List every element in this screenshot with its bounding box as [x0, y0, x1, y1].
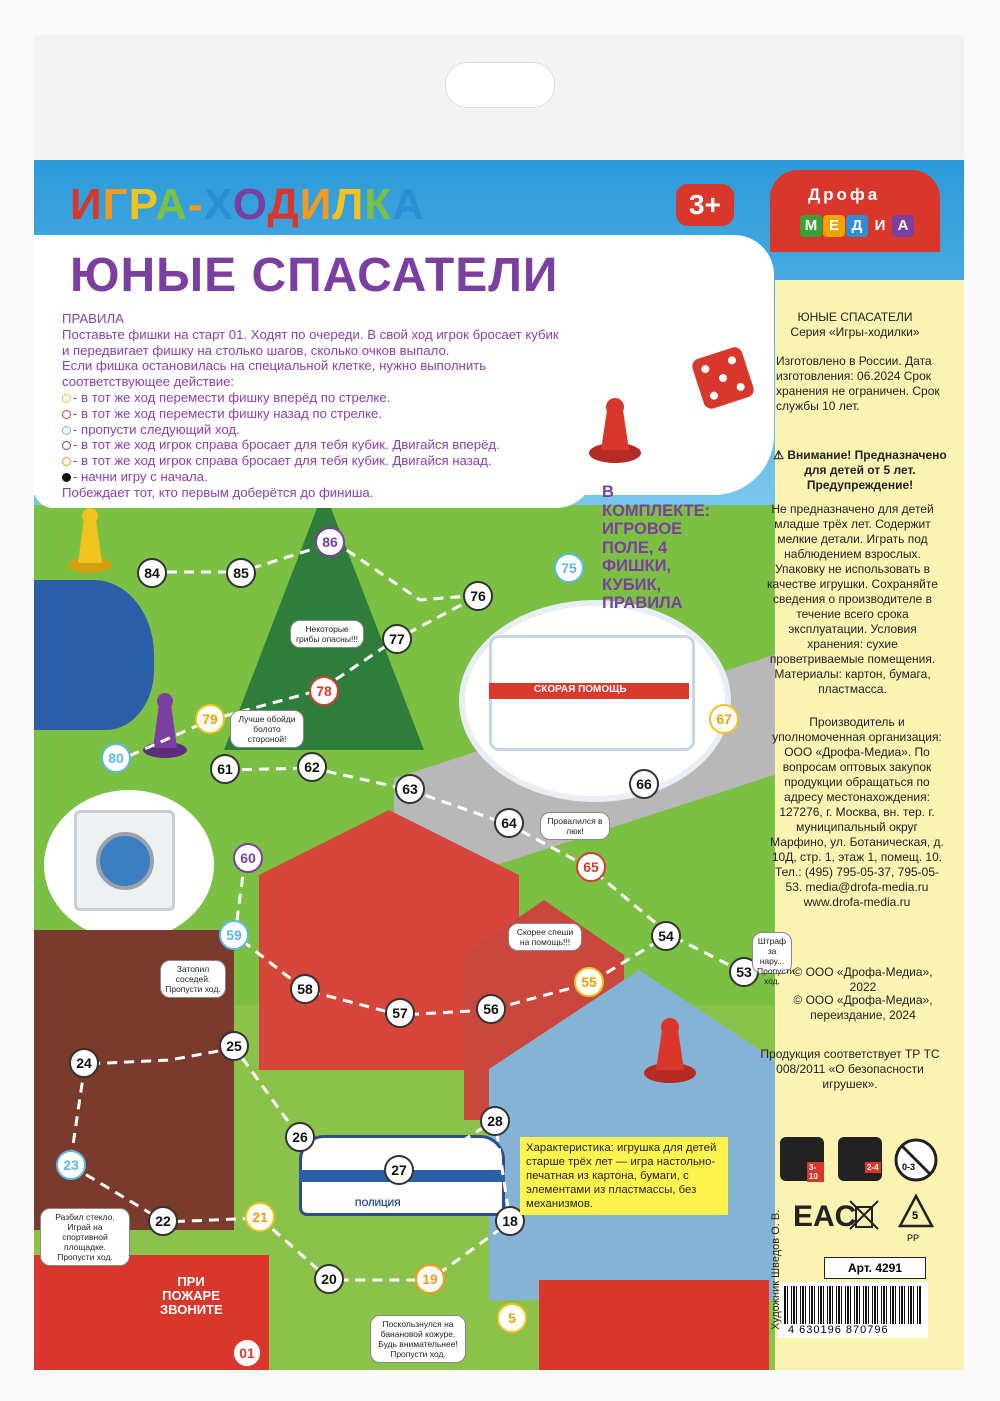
board-cell-53: 53 — [729, 957, 759, 987]
board-cell-64: 64 — [494, 808, 524, 838]
game-type-letter: И — [70, 180, 103, 229]
game-type-letter: Х — [203, 180, 233, 229]
board-cell-20: 20 — [314, 1264, 344, 1294]
game-title: ЮНЫЕ СПАСАТЕЛИ — [70, 249, 559, 302]
board-cell-23: 23 — [56, 1150, 86, 1180]
board-cell-21: 21 — [245, 1202, 275, 1232]
sidebar-copyright-1: © ООО «Дрофа-Медиа», 2022 — [793, 965, 933, 994]
rules-line: и передвигает фишку на столько шагов, сколько очков выпало. — [62, 342, 450, 358]
logo-letter: М — [800, 215, 822, 237]
bubble-fine: Штраф за нару... Пропусти ход. — [752, 932, 792, 974]
logo-letter: Д — [846, 215, 868, 237]
board-cell-59: 59 — [219, 920, 249, 950]
warning-title-text: Внимание! Предназначено для детей от 5 лет. Предупреждение! — [787, 448, 947, 492]
board-cell-5: 5 — [497, 1303, 527, 1333]
game-type-letter: К — [364, 180, 393, 229]
rule-action-text: - в тот же ход перемести фишку вперёд по стрелке. — [73, 389, 391, 405]
sidebar-series: Серия «Игры-ходилки» — [790, 325, 920, 339]
barcode-number: 4 630196 870796 — [788, 1324, 889, 1336]
fire-call-label: ПРИ ПОЖАРЕ ЗВОНИТЕ — [160, 1274, 223, 1317]
logo-letter: Е — [823, 215, 845, 237]
recycle-number: 5 — [912, 1210, 919, 1222]
board-cell-78: 78 — [309, 676, 339, 706]
bubble-flood: Затопил соседей. Пропусти ход. — [160, 960, 226, 998]
sidebar-product-title: ЮНЫЕ СПАСАТЕЛИ — [797, 310, 913, 324]
board-cell-85: 85 — [226, 558, 256, 588]
board-cell-76: 76 — [463, 581, 493, 611]
recycle-code: PP — [907, 1233, 920, 1243]
rules-footer: Побеждает тот, кто первым доберётся до финиша. — [62, 484, 374, 500]
rule-action-text: - в тот же ход перемести фишку назад по стрелке. — [73, 405, 383, 421]
sidebar-copyright-2: © ООО «Дрофа-Медиа», переиздание, 2024 — [793, 993, 933, 1022]
sidebar-manufacturing: Изготовлено в России. Дата изготовления: 06.2024 Срок хранения не ограничен. Срок службы 10 лет. — [776, 354, 940, 413]
rule-action-text: - пропусти следующий ход. — [73, 421, 240, 437]
board-cell-26: 26 — [285, 1122, 315, 1152]
article-number: Арт. 4291 — [824, 1257, 926, 1279]
rule-action-text: - в тот же ход игрок справа бросает для тебя кубик. Двигайся назад. — [73, 453, 492, 469]
board-cell-28: 28 — [480, 1106, 510, 1136]
board-cell-66: 66 — [629, 769, 659, 799]
board-cell-58: 58 — [290, 974, 320, 1004]
board-cell-79: 79 — [195, 704, 225, 734]
board-cell-61: 61 — [210, 754, 240, 784]
game-type-letter: А — [392, 180, 425, 229]
bubble-glass: Разбил стекло. Играй на спортивной площадке. Пропусти ход. — [40, 1208, 130, 1266]
not-for-under-3-label: 0-3 — [902, 1162, 916, 1172]
bubble-swamp: Лучше обойди болото стороной! — [230, 710, 304, 748]
product-characteristics: Характеристика: игрушка для детей старше трёх лет — игра настольно-печатная из картона, бумаги, с элементами из пластмассы, без механизмов. — [520, 1137, 728, 1215]
board-cell-57: 57 — [385, 998, 415, 1028]
board-cell-54: 54 — [651, 921, 681, 951]
game-type-letter: - — [187, 180, 204, 229]
warning-triangle-icon: ⚠ — [773, 448, 788, 462]
game-type-letter: Г — [102, 180, 129, 229]
players-age-icon — [780, 1137, 824, 1181]
eac-mark: EAC — [793, 1200, 857, 1233]
kit-contents: В КОМПЛЕКТЕ: ИГРОВОЕ ПОЛЕ, 4 ФИШКИ, КУБИК, ПРАВИЛА — [602, 483, 711, 612]
barcode-bars — [784, 1286, 922, 1324]
bubble-banana: Поскользнулся на банановой кожуре. Будь внимательнее! Пропусти ход. — [370, 1315, 466, 1363]
rules-heading: ПРАВИЛА — [62, 311, 124, 326]
board-cell-27: 27 — [384, 1155, 414, 1185]
board-cell-75: 75 — [554, 553, 584, 583]
board-cell-80: 80 — [101, 743, 131, 773]
board-cell-24: 24 — [69, 1048, 99, 1078]
board-cell-62: 62 — [297, 752, 327, 782]
rule-action-text: - начни игру с начала. — [73, 468, 208, 484]
players-count-icon — [838, 1137, 882, 1181]
game-type-letter: А — [155, 180, 188, 229]
no-packaging-disposal-icon — [844, 1195, 884, 1235]
board-cell-55: 55 — [574, 967, 604, 997]
barcode — [778, 1282, 928, 1338]
game-type-letter: Р — [128, 180, 156, 229]
board-cell-60: 60 — [233, 843, 263, 873]
board-cell-84: 84 — [137, 558, 167, 588]
board-cell-18: 18 — [495, 1206, 525, 1236]
rule-action-text: - в тот же ход игрок справа бросает для тебя кубик. Двигайся вперёд. — [73, 437, 500, 453]
board-cell-77: 77 — [382, 624, 412, 654]
board-cell-19: 19 — [415, 1264, 445, 1294]
not-for-under-3-icon — [893, 1137, 939, 1183]
game-type-letter: О — [232, 180, 268, 229]
sidebar-warning-title — [770, 448, 950, 493]
sidebar-warning-body: Не предназначено для детей младше трёх лет. Содержит мелкие детали. Играть под наблюдением взрослых. Упаковку не использовать в качестве игрушки. Сохраняйте сведения о производителе в течение всего срока эксплуатации. Условия хранения: сухие проветриваемые помещения. Материалы: картон, бумага, пластмасса. — [767, 502, 938, 696]
game-type-letter: Л — [332, 180, 365, 229]
rules-line: Поставьте фишки на старт 01. Ходят по очереди. В свой ход игрок бросает кубик — [62, 326, 559, 342]
rules-line: Если фишка остановилась на специальной клетке, нужно выполнить — [62, 358, 487, 374]
logo-letter: И — [869, 215, 891, 237]
artist-credit: Художник Шведов О. В. — [770, 1209, 782, 1330]
rules-line: соответствующее действие: — [62, 374, 235, 390]
players-age-label: 3-10 — [807, 1162, 824, 1182]
players-count-label: 2-4 — [867, 1163, 879, 1172]
sidebar-producer: Производитель и уполномоченная организация: ООО «Дрофа-Медиа». По вопросам оптовых закупок продукции обращаться по адресу местонахождения: 127276, г. Москва, вн. тер. г. муниципальный округ Марфино, ул. Ботаническая, д. 10Д, стр. 1, этаж 1, помещ. 10. Тел.: (495) 795-05-37, 795-05-53. media@drofa-media.ru www.drofa-media.ru — [770, 715, 944, 909]
bubble-hatch: Провалился в люк! — [540, 812, 610, 840]
sidebar-conformity: Продукция соответствует ТР ТС 008/2011 «О безопасности игрушек». — [760, 1047, 940, 1091]
board-cell-01: 01 — [232, 1338, 262, 1368]
ambulance-label: СКОРАЯ ПОМОЩЬ — [534, 684, 627, 695]
board-cell-22: 22 — [148, 1206, 178, 1236]
board-cell-67: 67 — [709, 704, 739, 734]
board-cell-63: 63 — [395, 774, 425, 804]
board-cell-86: 86 — [315, 527, 345, 557]
bubble-mushrooms: Некоторые грибы опасны!!! — [290, 620, 364, 648]
board-cell-25: 25 — [219, 1031, 249, 1061]
age-badge: 3+ — [676, 184, 734, 226]
game-type-letter: И — [299, 180, 333, 229]
board-cell-56: 56 — [476, 994, 506, 1024]
board-cell-65: 65 — [576, 852, 606, 882]
police-label: ПОЛИЦИЯ — [355, 1198, 401, 1208]
bubble-help: Скорее спеши на помощь!!! — [508, 923, 582, 951]
logo-top-text: Дрофа — [808, 185, 881, 204]
sidebar-product — [760, 310, 950, 340]
game-type-letter: Д — [267, 180, 300, 229]
logo-letter: А — [892, 215, 914, 237]
